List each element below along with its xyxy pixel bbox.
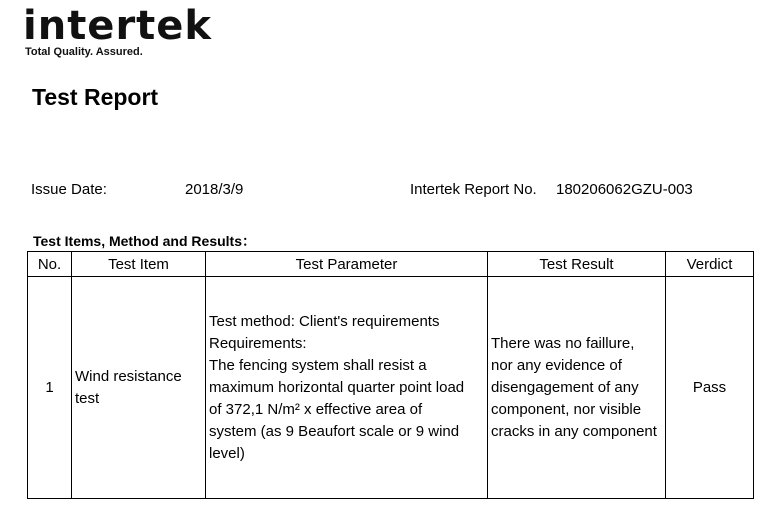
cell-test-result bbox=[488, 277, 666, 499]
header-test-item: Test Item bbox=[72, 252, 206, 277]
report-number-label: Intertek Report No. bbox=[410, 181, 537, 198]
logo-tagline: Total Quality. Assured. bbox=[25, 46, 143, 58]
section-heading: Test Items, Method and Results： bbox=[33, 233, 256, 249]
result-line: nor any evidence of bbox=[491, 356, 622, 374]
logo-wordmark: intertek bbox=[23, 3, 213, 49]
result-line: There was no faillure, bbox=[491, 334, 635, 352]
cell-verdict: Pass bbox=[666, 277, 754, 499]
result-line: disengagement of any bbox=[491, 378, 639, 396]
parameter-line: level) bbox=[209, 444, 245, 462]
report-number-value: 180206062GZU-003 bbox=[556, 181, 693, 198]
table-header-row bbox=[28, 252, 754, 277]
header-test-parameter: Test Parameter bbox=[206, 252, 488, 277]
parameter-line: Test method: Client's requirements bbox=[209, 312, 440, 330]
parameter-line: The fencing system shall resist a bbox=[209, 356, 427, 374]
parameter-line: maximum horizontal quarter point load bbox=[209, 378, 465, 396]
header-no: No. bbox=[28, 252, 72, 277]
page-title: Test Report bbox=[32, 84, 159, 110]
parameter-line: system (as 9 Beaufort scale or 9 wind bbox=[209, 422, 460, 440]
header-test-result: Test Result bbox=[488, 252, 666, 277]
results-table bbox=[27, 251, 754, 499]
cell-test-parameter bbox=[206, 277, 488, 499]
header-verdict: Verdict bbox=[666, 252, 754, 277]
parameter-line: Requirements: bbox=[209, 334, 307, 352]
result-line: cracks in any component bbox=[491, 422, 657, 440]
cell-no: 1 bbox=[28, 277, 72, 499]
intertek-logo bbox=[23, 4, 212, 58]
issue-date-value: 2018/3/9 bbox=[185, 181, 244, 198]
cell-test-item: Wind resistance test bbox=[72, 277, 206, 499]
issue-date-label: Issue Date: bbox=[31, 181, 107, 198]
table-row bbox=[28, 277, 754, 499]
parameter-line: of 372,1 N/m² x effective area of bbox=[209, 400, 423, 418]
result-line: component, nor visible bbox=[491, 400, 642, 418]
